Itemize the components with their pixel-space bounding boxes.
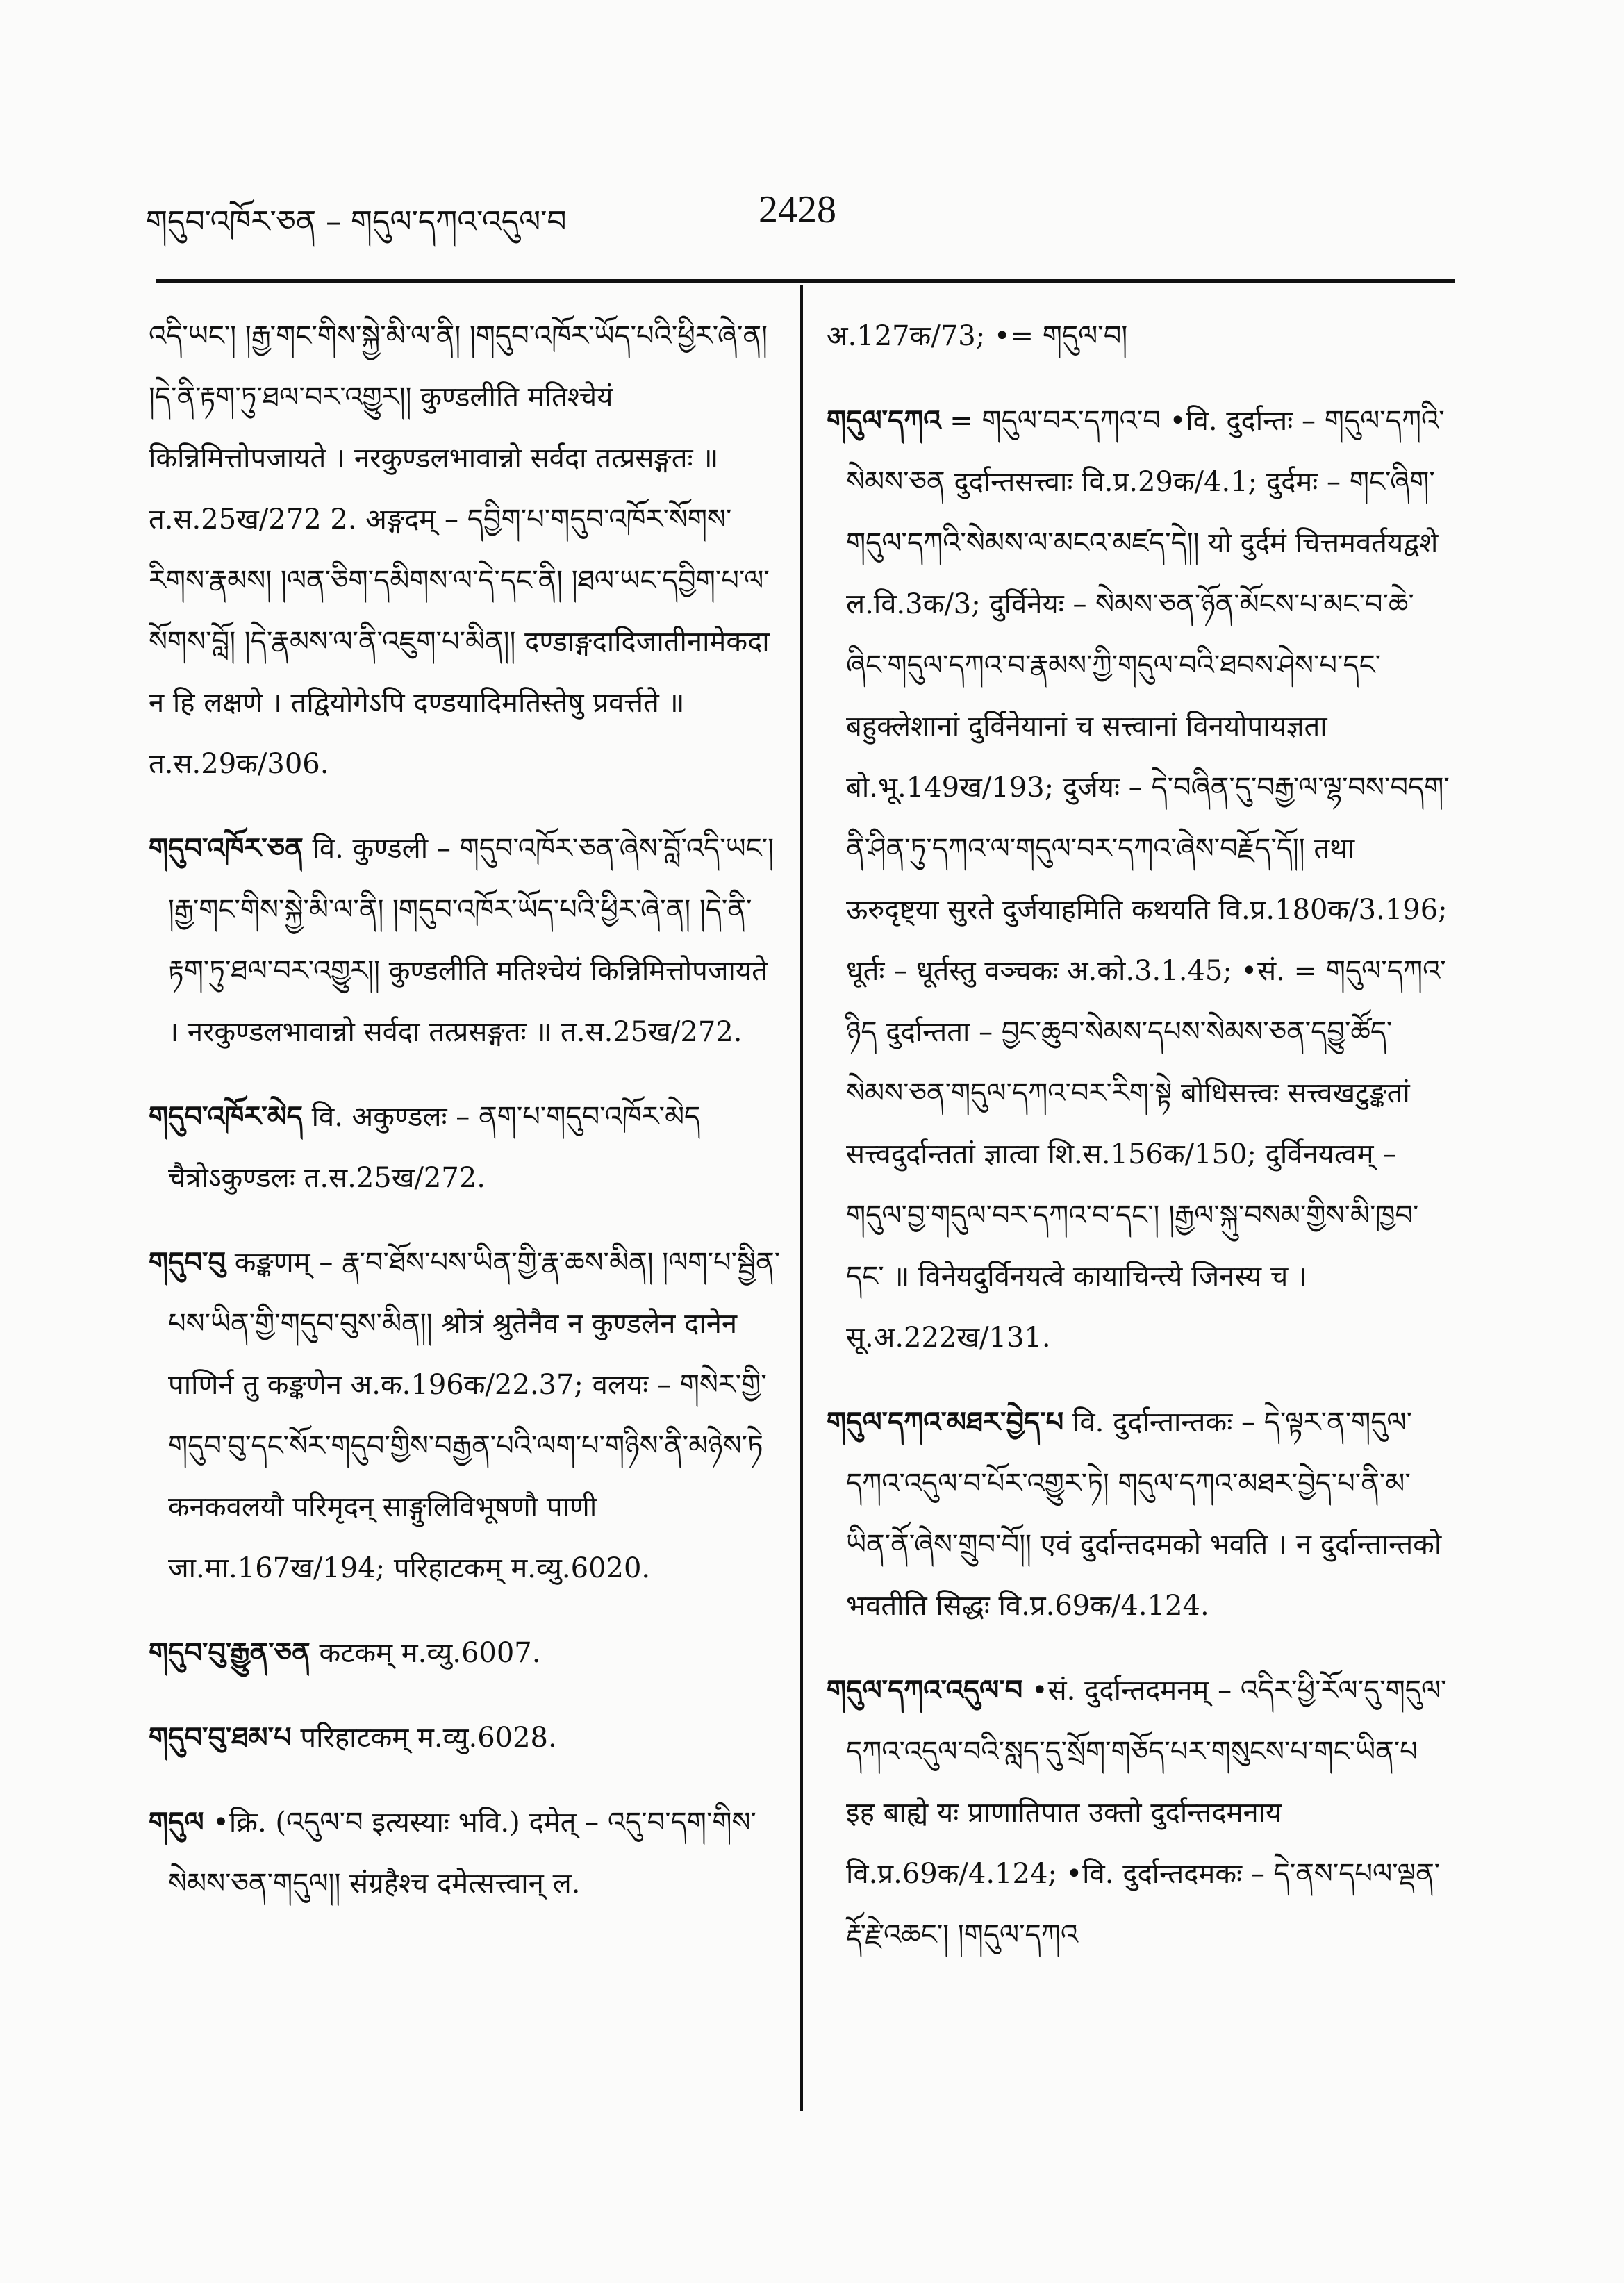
entry-text: परिहाटकम् म.व्यु.6028. bbox=[300, 1722, 557, 1754]
entry-headword: གདུལ bbox=[149, 1806, 204, 1838]
entry-text: वि. दुर्दान्तान्तकः – དེ་ལྟར་ན་གདུལ་དཀའ་འདུལ་བ་པོར་འགྱུར་ཏེ། གདུལ་དཀའ་མཐར་བྱེད་པ་ནི་མ་ཡིན་ནོ་ཞེས་གྲུབ་བོ།། एवं दुर्दान्तदमको भवति । न दुर्दान्तान्तको भवतीति सिद्धः वि.प्र.69क/4.124. bbox=[846, 1406, 1442, 1622]
entry-headword: གདུབ་འཁོར་མེད bbox=[149, 1100, 303, 1133]
dictionary-entry bbox=[149, 1086, 781, 1209]
right-column bbox=[827, 306, 1452, 1989]
dictionary-entry bbox=[149, 1622, 781, 1684]
dictionary-entry bbox=[827, 306, 1452, 367]
dictionary-entry bbox=[149, 1707, 781, 1768]
entry-headword: གདུལ་དཀའ་མཐར་བྱེད་པ bbox=[827, 1406, 1064, 1438]
entry-headword: གདུབ་བུ bbox=[149, 1246, 226, 1279]
entry-headword: གདུབ་བུ་རྒྱུན་ཅན bbox=[149, 1636, 310, 1669]
dictionary-entry bbox=[149, 818, 781, 1063]
left-column bbox=[149, 306, 781, 1938]
column-divider bbox=[800, 285, 803, 2111]
dictionary-entry bbox=[827, 1660, 1452, 1966]
entry-text: कटकम् म.व्यु.6007. bbox=[319, 1637, 541, 1669]
entry-text: འདི་ཡང་། །རྒྱ་གང་གིས་སྐྱེ་མི་ལ་ནི། །གདུབ་འཁོར་ཡོད་པའི་ཕྱིར་ཞེ་ན། །དེ་ནི་རྟག་ཏུ་ཐལ་བར་འགྱུར།། कुण्डलीति मतिश्चेयं किन्निमित्तोपजायते । नरकुण्डलभावान्नो सर्वदा तत्प्रसङ्गतः ॥ त.स.25ख/272 2. अङ्गदम् – དབྱིག་པ་གདུབ་འཁོར་སོགས་རིགས་རྣམས། །ལན་ཅིག་དམིགས་ལ་དེ་དང་ནི། །ཐལ་ཡང་དབྱིག་པ་ལ་སོགས་བློ། །དེ་རྣམས་ལ་ནི་འཇུག་པ་མིན།། दण्डाङ्गदादिजातीनामेकदा न हि लक्षणे । तद्वियोगेऽपि दण्डयादिमतिस्तेषु प्रवर्त्तते ॥ त.स.29क/306. bbox=[149, 320, 770, 780]
page-number: 2428 bbox=[759, 188, 836, 231]
entry-text: कङ्कणम् – རྣ་བ་ཐོས་པས་ཡིན་གྱི་རྣ་ཆས་མིན། །ལག་པ་སྦྱིན་པས་ཡིན་གྱི་གདུབ་བུས་མིན།། श्रोत्रं श्रुतेनैव न कुण्डलेन दानेन पाणिर्न तु कङ्कणेन अ.क.196क/22.37; वलयः – གསེར་གྱི་གདུབ་བུ་དང་སོར་གདུབ་གྱིས་བརྒྱན་པའི་ལག་པ་གཉིས་ནི་མཉེས་ཏེ कनकवलयौ परिमृदन् साङ्गुलिविभूषणौ पाणी जा.मा.167ख/194; परिहाटकम् म.व्यु.6020. bbox=[168, 1247, 781, 1584]
entry-headword: གདུབ་བུ་ཐམ་པ bbox=[149, 1721, 292, 1754]
entry-text: •सं. दुर्दान्तदमनम् – འདིར་ཕྱི་རོལ་དུ་གདུལ་དཀའ་འདུལ་བའི་སླད་དུ་སྲོག་གཅོད་པར་གསུངས་པ་གང་ཡིན་པ इह बाह्ये यः प्राणातिपात उक्तो दुर्दान्तदमनाय वि.प्र.69क/4.124; •वि. दुर्दान्तदमकः – དེ་ནས་དཔལ་ལྡན་རྡོ་རྗེ་འཆང་། །གདུལ་དཀའ bbox=[846, 1675, 1447, 1951]
entry-text: = གདུལ་བར་དཀའ་བ •वि. दुर्दान्तः – གདུལ་དཀའི་སེམས་ཅན दुर्दान्तसत्त्वाः वि.प्र.29क/4.1; दुर्दमः – གང་ཞིག་གདུལ་དཀའི་སེམས་ལ་མངའ་མཛད་དེ།། यो दुर्दमं चित्तमवर्तयद्वशे ल.वि.3क/3; दुर्विनेयः – སེམས་ཅན་ཉོན་མོངས་པ་མང་བ་ཆེ་ཞིང་གདུལ་དཀའ་བ་རྣམས་ཀྱི་གདུལ་བའི་ཐབས་ཤེས་པ་དང་ बहुक्लेशानां दुर्विनेयानां च सत्त्वानां विनयोपायज्ञता बो.भू.149ख/193; दुर्जयः – དེ་བཞིན་དུ་བརྒྱ་ལ་ལྷ་བས་བདག་ནི་ཤིན་ཏུ་དཀའ་ལ་གདུལ་བར་དཀའ་ཞེས་བརྗོད་དོ།། तथा ऊरुदृष्ट्या सुरते दुर्जयाहमिति कथयति वि.प्र.180क/3.196; धूर्तः – धूर्तस्तु वञ्चकः अ.को.3.1.45; •सं. = གདུལ་དཀའ་ཉིད दुर्दान्तता – བྱང་ཆུབ་སེམས་དཔས་སེམས་ཅན་དབྱུ་ཚོད་སེམས་ཅན་གདུལ་དཀའ་བར་རིག་སྟེ बोधिसत्त्वः सत्त्वखटुङ्कतां सत्त्वदुर्दान्ततां ज्ञात्वा शि.स.156क/150; दुर्विनयत्वम् – གདུལ་བྱ་གདུལ་བར་དཀའ་བ་དང་། །རྒྱལ་སྐུ་བསམ་གྱིས་མི་ཁྱབ་དང་ ॥ विनेयदुर्विनयत्वे कायाचिन्त्ये जिनस्य च । सू.अ.222ख/131. bbox=[846, 405, 1450, 1354]
dictionary-entry bbox=[149, 1792, 781, 1914]
entry-text: वि. अकुण्डलः – ནག་པ་གདུབ་འཁོར་མེད चैत्रोऽकुण्डलः त.स.25ख/272. bbox=[168, 1101, 701, 1194]
entry-text: •क्रि. (འདུལ་བ इत्यस्याः भवि.) दमेत् – འདུ་བ་དག་གིས་སེམས་ཅན་གདུལ།། संग्रहैश्च दमेत्सत्त्वान् ल. bbox=[168, 1807, 756, 1900]
entry-headword: གདུལ་དཀའ་འདུལ་བ bbox=[827, 1674, 1023, 1707]
entry-headword: གདུལ་དཀའ bbox=[827, 404, 941, 437]
running-head: གདུབ་འཁོར་ཅན – གདུལ་དཀའ་འདུལ་བ bbox=[146, 204, 567, 240]
dictionary-entry bbox=[149, 306, 781, 795]
header-rule bbox=[156, 279, 1455, 283]
dictionary-entry bbox=[149, 1232, 781, 1599]
entry-headword: གདུབ་འཁོར་ཅན bbox=[149, 832, 304, 865]
entry-text: अ.127क/73; •= གདུལ་བ། bbox=[827, 320, 1128, 352]
entry-text: वि. कुण्डली – གདུབ་འཁོར་ཅན་ཞེས་བློ་འདི་ཡང་། །རྒྱ་གང་གིས་སྐྱེ་མི་ལ་ནི། །གདུབ་འཁོར་ཡོད་པའི་ཕྱིར་ཞེ་ན། །དེ་ནི་རྟག་ཏུ་ཐལ་བར་འགྱུར།། कुण्डलीति मतिश्चेयं किन्निमित्तोपजायते । नरकुण्डलभावान्नो सर्वदा तत्प्रसङ्गतः ॥ त.स.25ख/272. bbox=[168, 833, 774, 1048]
dictionary-entry bbox=[827, 390, 1452, 1368]
dictionary-entry bbox=[827, 1392, 1452, 1636]
